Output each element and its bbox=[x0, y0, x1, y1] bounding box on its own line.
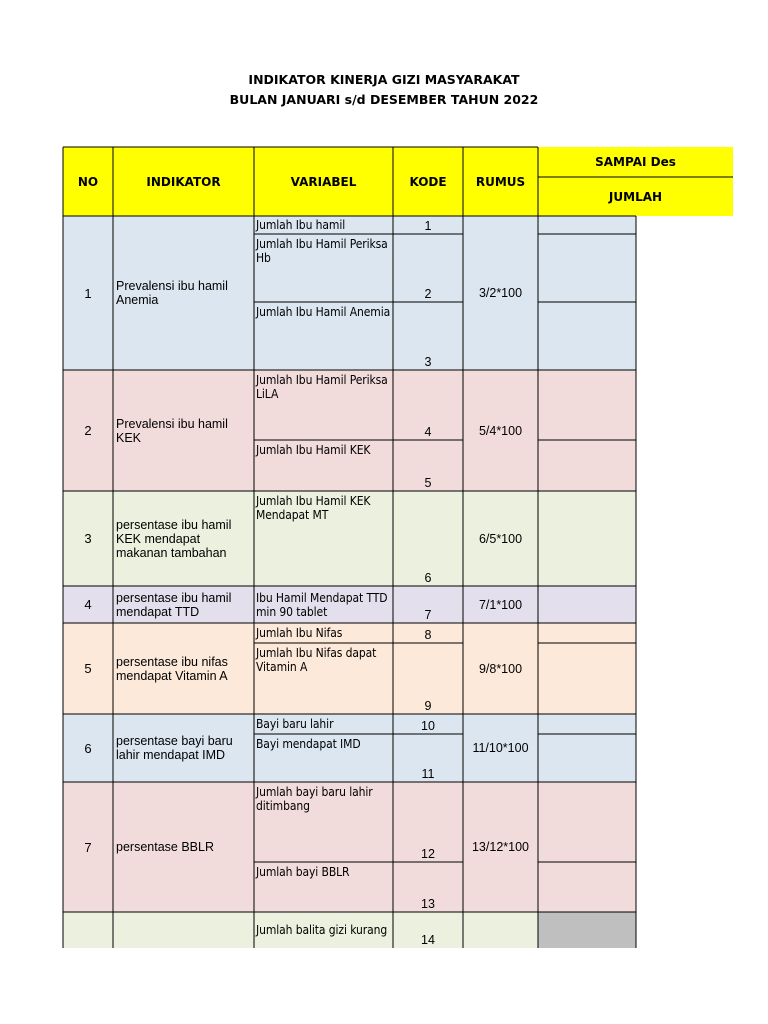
header-kode: KODE bbox=[393, 147, 463, 216]
header-jumlah: JUMLAH bbox=[538, 177, 733, 216]
variabel-cell: Jumlah Ibu Nifas bbox=[254, 623, 393, 643]
variabel-cell: Jumlah Ibu Hamil Anemia bbox=[254, 302, 393, 370]
row-rumus: 6/5*100 bbox=[463, 491, 538, 586]
row-indikator: persentase BBLR bbox=[113, 782, 254, 912]
row-no: 1 bbox=[63, 216, 113, 370]
row-rumus: 11/10*100 bbox=[463, 714, 538, 782]
row-no: 5 bbox=[63, 623, 113, 714]
kode-cell: 9 bbox=[393, 643, 463, 714]
header-sampai: SAMPAI Des bbox=[538, 147, 733, 177]
report-subtitle: BULAN JANUARI s/d DESEMBER TAHUN 2022 bbox=[229, 92, 539, 107]
variabel-cell: Jumlah Ibu hamil bbox=[254, 216, 393, 234]
variabel-cell: Ibu Hamil Mendapat TTD min 90 tablet bbox=[254, 586, 393, 623]
kode-cell: 4 bbox=[393, 370, 463, 440]
kode-cell: 14 bbox=[393, 912, 463, 948]
row-rumus: 13/12*100 bbox=[463, 782, 538, 912]
kode-cell: 3 bbox=[393, 302, 463, 370]
kode-cell: 13 bbox=[393, 862, 463, 912]
variabel-cell: Jumlah bayi BBLR bbox=[254, 862, 393, 912]
row-no: 7 bbox=[63, 782, 113, 912]
row-indikator: persentase ibu nifas mendapat Vitamin A bbox=[113, 623, 254, 714]
kode-cell: 8 bbox=[393, 623, 463, 643]
variabel-cell: Jumlah Ibu Hamil Periksa Hb bbox=[254, 234, 393, 302]
header-variabel: VARIABEL bbox=[254, 147, 393, 216]
kode-cell: 6 bbox=[393, 491, 463, 586]
variabel-cell: Jumlah balita gizi kurang bbox=[254, 912, 393, 948]
row-rumus: 3/2*100 bbox=[463, 216, 538, 370]
variabel-cell: Bayi mendapat IMD bbox=[254, 734, 393, 782]
kode-cell: 1 bbox=[393, 216, 463, 234]
kode-cell: 2 bbox=[393, 234, 463, 302]
variabel-cell: Bayi baru lahir bbox=[254, 714, 393, 734]
variabel-cell: Jumlah Ibu Hamil KEK bbox=[254, 440, 393, 491]
variabel-cell: Jumlah Ibu Hamil Periksa LiLA bbox=[254, 370, 393, 440]
row-indikator: persentase ibu hamil mendapat TTD bbox=[113, 586, 254, 623]
row-indikator: Prevalensi ibu hamil Anemia bbox=[113, 216, 254, 370]
row-no: 4 bbox=[63, 586, 113, 623]
row-no: 3 bbox=[63, 491, 113, 586]
kode-cell: 11 bbox=[393, 734, 463, 782]
report-title: INDIKATOR KINERJA GIZI MASYARAKAT bbox=[248, 72, 520, 87]
row-no: 2 bbox=[63, 370, 113, 491]
header-indikator: INDIKATOR bbox=[113, 147, 254, 216]
row-rumus: 9/8*100 bbox=[463, 623, 538, 714]
variabel-cell: Jumlah Ibu Nifas dapat Vitamin A bbox=[254, 643, 393, 714]
row-indikator: Prevalensi ibu hamil KEK bbox=[113, 370, 254, 491]
kode-cell: 5 bbox=[393, 440, 463, 491]
row-indikator: persentase ibu hamil KEK mendapat makanan tambahan bbox=[113, 491, 254, 586]
kode-cell: 7 bbox=[393, 586, 463, 623]
kode-cell: 12 bbox=[393, 782, 463, 862]
row-indikator: persentase bayi baru lahir mendapat IMD bbox=[113, 714, 254, 782]
variabel-cell: Jumlah bayi baru lahir ditimbang bbox=[254, 782, 393, 862]
row-rumus: 7/1*100 bbox=[463, 586, 538, 623]
row-no: 6 bbox=[63, 714, 113, 782]
variabel-cell: Jumlah Ibu Hamil KEK Mendapat MT bbox=[254, 491, 393, 586]
row-rumus: 5/4*100 bbox=[463, 370, 538, 491]
header-rumus: RUMUS bbox=[463, 147, 538, 216]
kode-cell: 10 bbox=[393, 714, 463, 734]
header-no: NO bbox=[63, 147, 113, 216]
